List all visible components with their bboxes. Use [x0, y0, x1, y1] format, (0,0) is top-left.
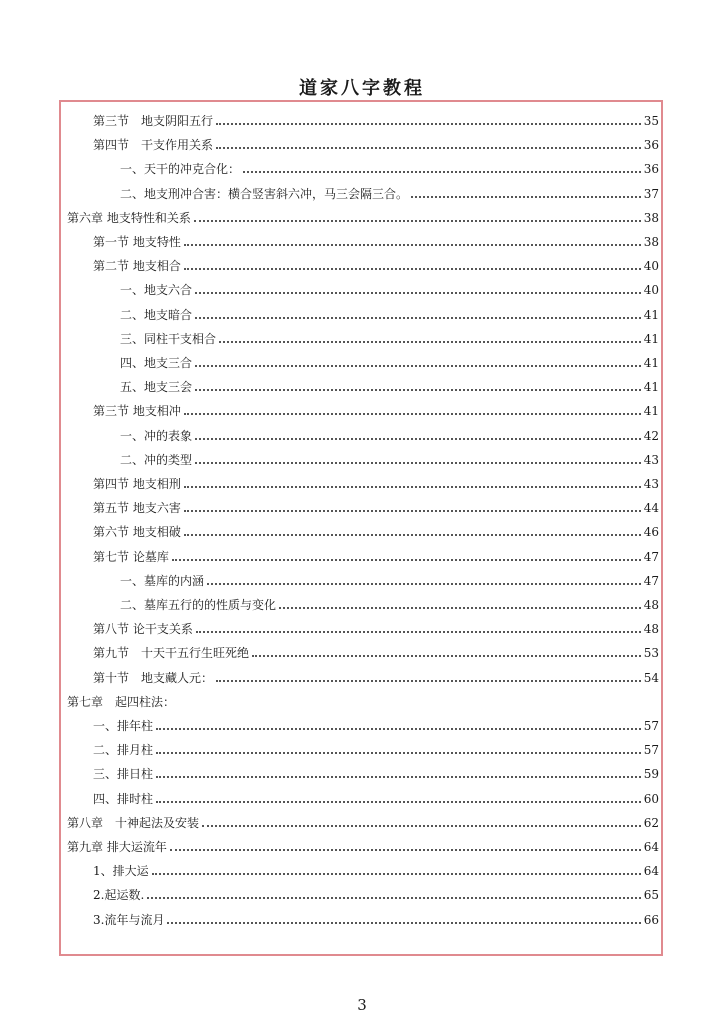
toc-entry-page: 48	[643, 598, 659, 612]
toc-entry-label: 二、地支暗合	[120, 307, 193, 322]
dot-leader	[252, 655, 641, 657]
toc-entry[interactable]	[120, 423, 659, 443]
dot-leader	[195, 365, 641, 367]
toc-entry-label: 3.流年与流月	[93, 912, 165, 927]
toc-entry[interactable]	[120, 302, 659, 322]
toc-entry-label: 2.起运数.	[93, 888, 145, 903]
toc-entry-page: 66	[643, 912, 659, 927]
toc-entry[interactable]	[120, 447, 659, 467]
toc-entry[interactable]	[93, 519, 659, 539]
dot-leader	[156, 776, 641, 778]
toc-entry[interactable]	[93, 882, 659, 902]
toc-entry-page: 38	[643, 210, 659, 225]
toc-entry-label: 第九章 排大运流年	[67, 840, 167, 854]
toc-entry-page: 48	[643, 622, 659, 637]
toc-entry-label: 二、墓库五行的的性质与变化	[120, 598, 277, 612]
dot-leader	[216, 680, 641, 682]
toc-entry[interactable]	[93, 737, 659, 757]
dot-leader	[216, 123, 641, 125]
toc-entry[interactable]	[67, 205, 659, 225]
toc-entry-label: 一、地支六合	[120, 283, 193, 298]
toc-entry[interactable]	[93, 544, 659, 564]
toc-entry-page: 41	[643, 331, 659, 346]
toc-entry-label: 第五节 地支六害	[93, 501, 181, 516]
dot-leader	[195, 438, 641, 440]
dot-leader	[202, 825, 641, 827]
dot-leader	[184, 510, 641, 512]
toc-entry[interactable]	[120, 181, 659, 201]
toc-entry-page: 57	[643, 719, 659, 733]
toc-entry[interactable]	[93, 640, 659, 660]
toc-entry-label: 第一节 地支特性	[93, 235, 181, 249]
dot-leader	[184, 486, 641, 488]
dot-leader	[195, 292, 641, 294]
dot-leader	[195, 389, 641, 391]
toc-entry-page: 54	[643, 670, 659, 685]
toc-entry-label: 第四节 地支相刑	[93, 477, 181, 491]
toc-entry-page: 41	[643, 356, 659, 370]
toc-entry-page: 47	[643, 573, 659, 588]
dot-leader	[147, 897, 640, 899]
toc-entry-label: 五、地支三会	[120, 380, 193, 395]
toc-entry-page: 44	[643, 501, 659, 516]
dot-leader	[195, 317, 641, 319]
dot-leader	[216, 147, 641, 149]
toc-entry-label: 第二节 地支相合	[93, 259, 181, 274]
toc-entry-page: 41	[643, 404, 659, 419]
toc-entry-label: 第七章 起四柱法：	[67, 694, 176, 709]
toc-entry-page: 38	[643, 235, 659, 249]
toc-entry-label: 第六节 地支相破	[93, 525, 181, 540]
page-number: 3	[357, 996, 367, 1014]
toc-entry-page: 65	[643, 888, 659, 903]
toc-entry-page: 62	[643, 815, 659, 830]
toc-entry-page: 46	[643, 525, 659, 540]
toc-entry-label: 1、排大运	[93, 864, 149, 879]
table-of-contents	[59, 100, 663, 956]
dot-leader	[156, 728, 641, 730]
toc-entry[interactable]	[120, 592, 659, 612]
toc-entry[interactable]	[67, 834, 659, 854]
toc-entry[interactable]	[120, 156, 659, 176]
toc-entry-label: 第七节 论墓库	[93, 549, 169, 564]
toc-entry[interactable]	[93, 616, 659, 636]
toc-entry[interactable]	[67, 810, 659, 830]
toc-entry[interactable]	[93, 132, 659, 152]
dot-leader	[196, 631, 641, 633]
toc-entry-label: 二、排月柱	[93, 743, 154, 758]
document-title: 道家八字教程	[299, 78, 425, 99]
toc-entry-page: 35	[643, 114, 659, 128]
toc-entry-label: 第十节 地支藏人元：	[93, 670, 214, 685]
toc-entry-page: 53	[643, 646, 659, 661]
dot-leader	[194, 220, 641, 222]
dot-leader	[184, 268, 641, 270]
toc-entry-page: 41	[643, 307, 659, 322]
dot-leader	[207, 583, 641, 585]
toc-entry[interactable]	[93, 108, 659, 128]
toc-entry-label: 第三节 地支阴阳五行	[93, 114, 214, 128]
toc-entry-label: 第四节 干支作用关系	[93, 138, 214, 153]
toc-entry[interactable]	[93, 858, 659, 878]
toc-entry-page: 64	[643, 864, 659, 879]
toc-entry[interactable]	[120, 374, 659, 394]
toc-entry-page: 43	[643, 477, 659, 491]
toc-entry-page: 36	[643, 138, 659, 153]
dot-leader	[184, 534, 641, 536]
dot-leader	[184, 413, 641, 415]
dot-leader	[219, 341, 641, 343]
toc-entry[interactable]	[93, 786, 659, 806]
toc-entry-page: 64	[643, 840, 659, 854]
toc-entry[interactable]	[93, 229, 659, 249]
toc-entry-page: 37	[643, 186, 659, 201]
toc-entry-page: 40	[643, 259, 659, 274]
toc-entry-page: 57	[643, 743, 659, 758]
toc-entry-label: 三、同柱干支相合	[120, 331, 217, 346]
toc-entry[interactable]	[120, 277, 659, 297]
dot-leader	[156, 801, 641, 803]
dot-leader	[156, 752, 641, 754]
dot-leader	[184, 244, 641, 246]
toc-entry[interactable]	[93, 665, 659, 685]
toc-entry-page: 43	[643, 452, 659, 467]
toc-entry-label: 四、排时柱	[93, 791, 154, 806]
toc-entry-page: 40	[643, 283, 659, 298]
toc-entry-label: 二、冲的类型	[120, 452, 193, 467]
toc-entry-page: 36	[643, 162, 659, 177]
toc-entry-page: 60	[643, 791, 659, 806]
toc-entry[interactable]	[67, 689, 659, 709]
toc-entry[interactable]	[120, 326, 659, 346]
toc-entry[interactable]	[93, 907, 659, 927]
toc-entry[interactable]	[93, 495, 659, 515]
dot-leader	[167, 922, 640, 924]
dot-leader	[195, 462, 641, 464]
toc-entry[interactable]	[93, 471, 659, 491]
toc-entry-label: 一、排年柱	[93, 719, 154, 733]
dot-leader	[170, 849, 641, 851]
toc-entry-page: 47	[643, 549, 659, 564]
toc-entry-label: 第三节 地支相冲	[93, 404, 181, 419]
toc-entry-label: 第八章 十神起法及安装	[67, 815, 200, 830]
toc-entry-label: 第八节 论干支关系	[93, 622, 193, 637]
toc-entry[interactable]	[120, 350, 659, 370]
toc-entry-page: 42	[643, 428, 659, 443]
toc-entry-page: 59	[643, 767, 659, 782]
toc-entry-label: 二、地支刑冲合害：横合竖害斜六冲，马三会隔三合。	[120, 186, 409, 201]
toc-entry[interactable]	[93, 713, 659, 733]
dot-leader	[172, 559, 641, 561]
toc-entry[interactable]	[93, 398, 659, 418]
toc-entry-label: 一、冲的表象	[120, 428, 193, 443]
dot-leader	[152, 873, 641, 875]
toc-entry-label: 四、地支三合	[120, 356, 193, 370]
toc-entry[interactable]	[93, 761, 659, 781]
toc-entry[interactable]	[120, 568, 659, 588]
toc-entry-page: 41	[643, 380, 659, 395]
toc-entry-label: 三、排日柱	[93, 767, 154, 782]
toc-entry-label: 第九节 十天干五行生旺死绝	[93, 646, 250, 661]
dot-leader	[279, 607, 641, 609]
dot-leader	[243, 171, 641, 173]
dot-leader	[411, 196, 641, 198]
toc-entry-label: 一、天干的冲克合化：	[120, 162, 241, 177]
toc-entry-label: 一、墓库的内涵	[120, 573, 205, 588]
toc-entry[interactable]	[93, 253, 659, 273]
toc-entry-label: 第六章 地支特性和关系	[67, 210, 191, 225]
